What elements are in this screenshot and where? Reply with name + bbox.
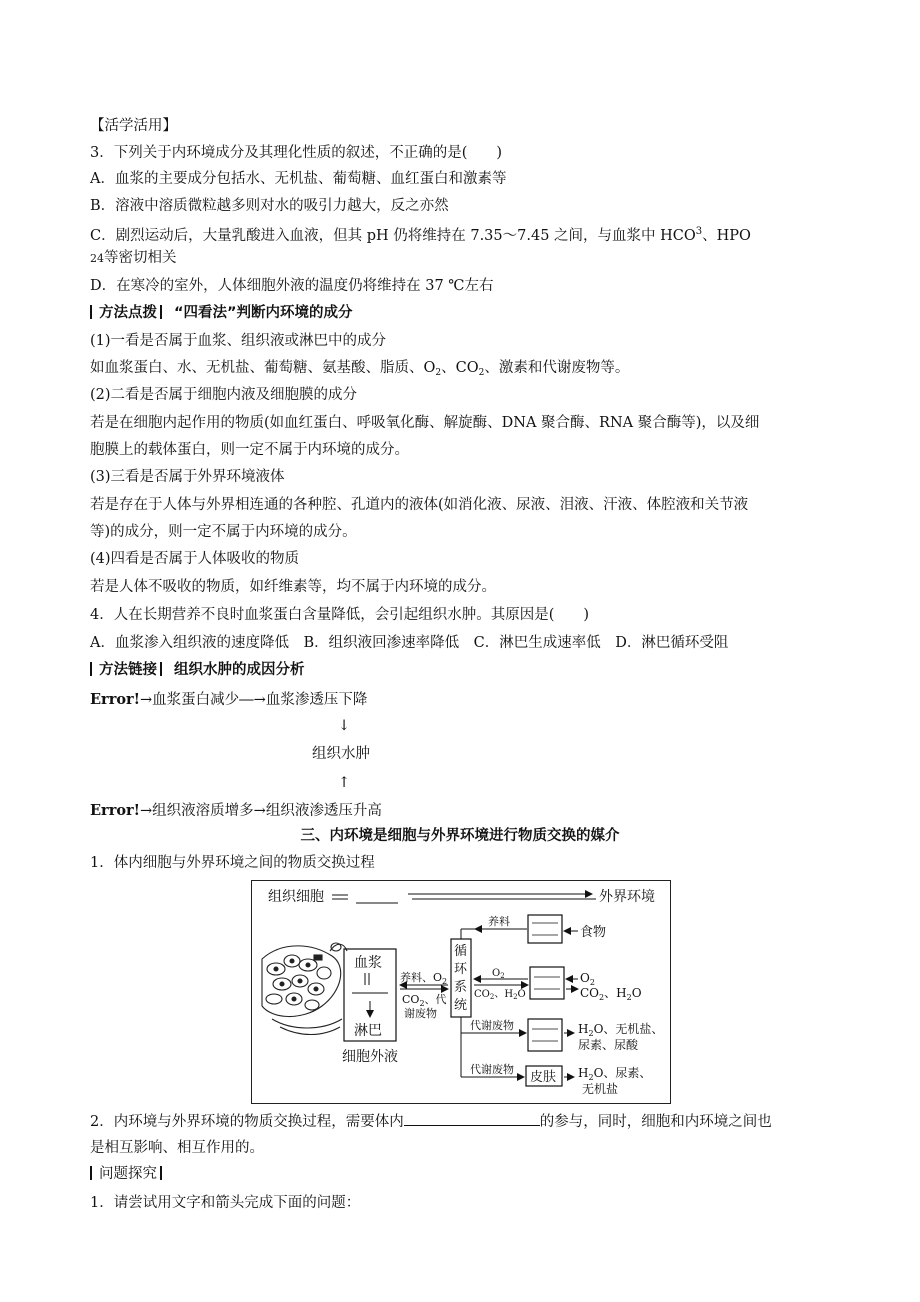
bracket-marker-icon [160,305,166,319]
item-2-text-a: 2．内环境与外界环境的物质交换过程，需要体内 [90,1114,404,1130]
option-c-continued: 等密切相关 [104,250,177,266]
label-waste-skin: 代谢废物 [470,1063,514,1076]
fill-in-blank[interactable] [404,1111,540,1126]
bracket-marker-icon [160,662,166,676]
method-point-1: (1)一看是否属于血浆、组织液或淋巴中的成分 [90,333,387,349]
tissue-cells-icon [262,943,347,1035]
question-3-option-c-line1 [90,222,751,246]
digestive-system-box [528,915,562,943]
edema-row-1-text: →血浆蛋白减少―→血浆渗透压下降 [140,692,368,708]
question-3-option-b: B．溶液中溶质微粒越多则对水的吸引力越大，反之亦然 [90,198,449,214]
label-food: 食物 [580,925,607,940]
bracket-marker-icon [90,662,96,676]
question-3-stem: 3．下列关于内环境成分及其理化性质的叙述，不正确的是( ) [90,145,503,161]
edema-center: 组织水肿 [312,746,370,762]
edema-row-1 [90,690,367,710]
inquiry-heading [90,1164,169,1184]
label-skin: 皮肤 [530,1070,557,1085]
arrow-up-icon: ↑ [338,775,351,791]
label-kidney-out-1: $H_2O$、无机盐、 [578,1022,664,1038]
urinary-system-box [528,1019,562,1051]
circ-char-4: 统 [454,998,468,1013]
label-o2-small: $O_2$ [492,968,505,980]
o2-subscript: 2 [435,368,442,378]
edema-row-2 [90,801,382,821]
bracket-marker-icon [90,305,96,319]
label-skin-out-1: $H_2O$、尿素、 [578,1066,652,1082]
bracket-marker-icon [160,1166,166,1180]
circ-char-1: 循 [454,944,468,959]
label-co2h2o-right: $CO_2$、$H_2O$ [580,986,642,1002]
label-external-env: 外界环境 [599,889,655,905]
method-point-3-body-2: 等)的成分，则一定不属于内环境的成分。 [90,524,357,540]
section-3-item-2 [90,1111,772,1132]
method-point-3: (3)三看是否属于外界环境液体 [90,469,285,485]
label-nutrient-o2: 养料、$O_2$ [400,971,448,986]
p1-text-b: 、CO [441,360,479,376]
method-point-3-body-1: 若是存在于人体与外界相连通的各种腔、孔道内的液体(如消化液、尿液、泪液、汗液、体腔液和关节液 [90,497,749,513]
hpo4-charge: 24 [90,252,104,265]
question-4-options: A．血浆渗入组织液的速度降低 B．组织液回渗速率降低 C．淋巴生成速率低 D．淋巴循环受阻 [90,635,729,651]
question-4-stem: 4．人在长期营养不良时血浆蛋白含量降低，会引起组织水肿。其原因是( ) [90,607,590,623]
label-co2h2o-small: $CO_2$、$H_2O$ [474,989,526,1001]
inquiry-item-1: 1．请尝试用文字和箭头完成下面的问题： [90,1195,361,1211]
label-waste-line2: 谢废物 [404,1007,437,1020]
method-link-subtitle: 组织水肿的成因分析 [174,662,305,678]
label-lymph: 淋巴 [354,1023,382,1039]
method-point-4-body: 若是人体不吸收的物质，如纤维素等，均不属于内环境的成分。 [90,579,496,595]
exchange-diagram-svg [252,881,670,1103]
error-placeholder-2: Error! [90,802,141,819]
method-point-4: (4)四看是否属于人体吸收的物质 [90,551,300,567]
method-point-2-body-2: 胞膜上的载体蛋白，则一定不属于内环境的成分。 [90,442,409,458]
error-placeholder-1: Error! [90,691,141,708]
respiratory-system-box [530,967,564,999]
item-2-text-b: 的参与，同时，细胞和内环境之间也 [539,1114,772,1130]
label-skin-out-2: 无机盐 [582,1082,619,1096]
label-kidney-out-2: 尿素、尿酸 [578,1038,639,1052]
label-co2-waste: $CO_2$、代 [402,993,447,1008]
section-3-item-1: 1．体内细胞与外界环境之间的物质交换过程 [90,855,375,871]
method-link-heading [90,660,305,680]
method-point-1-body [90,358,629,383]
option-c-text: C．剧烈运动后，大量乳酸进入血液，但其 pH 仍将维持在 7.35～7.45 之间，与血浆中 HCO [90,227,696,244]
method-link-title: 方法链接 [99,662,157,678]
p1-text-c: 、激素和代谢废物等。 [484,360,630,376]
method-tip-subtitle: “四看法”判断内环境的成分 [174,305,353,321]
label-nutrient: 养料 [488,915,510,928]
hco3-charge: 3 [695,226,703,237]
co2-subscript: 2 [478,368,485,378]
p1-text-a: 如血浆蛋白、水、无机盐、葡萄糖、氨基酸、脂质、O [90,360,436,376]
circ-char-2: 环 [454,962,468,977]
method-tip-heading [90,303,353,323]
method-point-2-body-1: 若是在细胞内起作用的物质(如血红蛋白、呼吸氧化酶、解旋酶、DNA 聚合酶、RNA 聚合酶等)，以及细 [90,415,760,431]
label-waste-kidney: 代谢废物 [470,1019,514,1032]
label-ecf: 细胞外液 [342,1049,398,1065]
edema-row-2-text: →组织液溶质增多→组织液渗透压升高 [140,803,382,819]
method-point-2: (2)二看是否属于细胞内液及细胞膜的成分 [90,387,358,403]
section-3-heading: 三、内环境是细胞与外界环境进行物质交换的媒介 [300,828,620,844]
section-3-item-2-cont: 是相互影响、相互作用的。 [90,1140,264,1156]
inquiry-title: 问题探究 [99,1166,157,1182]
question-3-option-c-line2 [90,248,177,269]
method-tip-title: 方法点拨 [99,305,157,321]
question-3-option-d: D．在寒冷的室外，人体细胞外液的温度仍将维持在 37 ℃左右 [90,278,494,294]
bracket-marker-icon [90,1166,96,1180]
label-tissue-cell: 组织细胞 [268,889,324,905]
section-heading-huoxue: 【活学活用】 [90,118,177,134]
label-plasma: 血浆 [354,955,382,971]
circ-char-3: 系 [454,980,468,995]
label-o2-right: $O_2$ [580,971,595,987]
question-3-option-a: A．血浆的主要成分包括水、无机盐、葡萄糖、血红蛋白和激素等 [90,171,507,187]
arrow-down-icon: ↓ [338,718,351,734]
option-c-hpo: 、HPO [702,227,751,244]
exchange-diagram [251,880,671,1104]
